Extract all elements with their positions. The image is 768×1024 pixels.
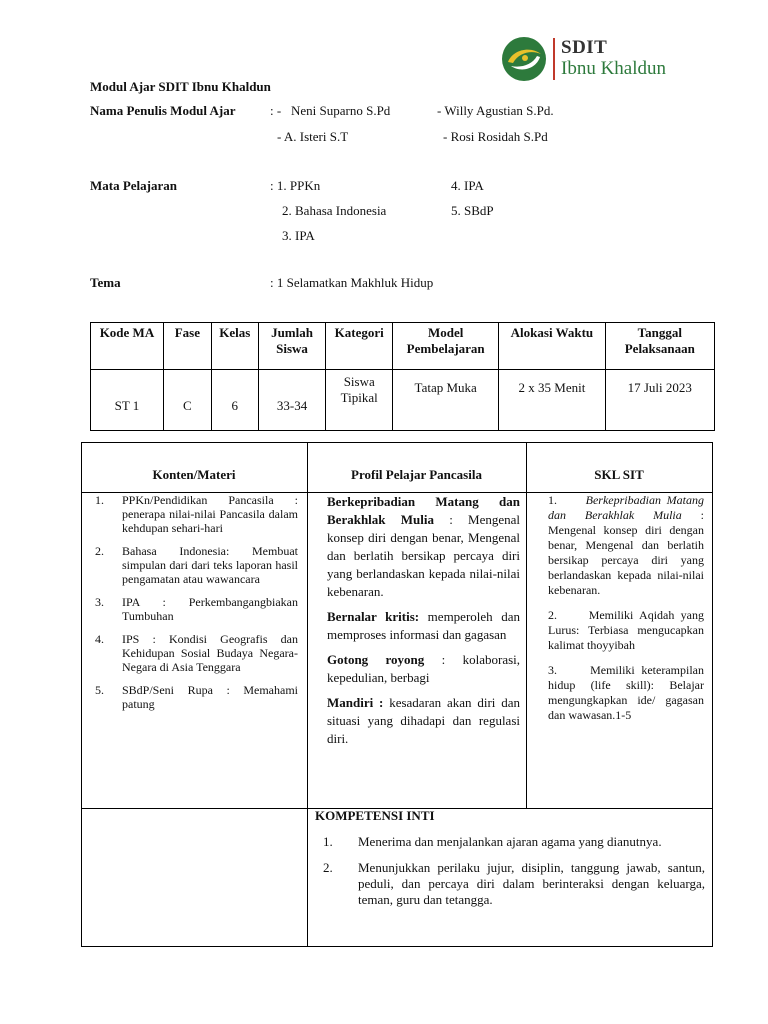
writers-colon: : - (270, 103, 282, 118)
header-kategori: Kategori (326, 323, 393, 370)
cell-jumlah-siswa: 33-34 (258, 370, 326, 431)
writer-3: - A. Isteri S.T (277, 129, 349, 144)
list-text: Bahasa Indonesia: Membuat simpulan dari dari teks laporan hasil pengamatan atau wawancara (122, 544, 298, 586)
skl-desc: Memiliki keterampilan hidup (life skill): Belajar mengungkapkan ide/ gagasan dan wawasan.1-5 (548, 663, 704, 722)
table-header-row (91, 323, 715, 370)
skl-item (548, 493, 704, 598)
subject-5: 5. SBdP (451, 203, 494, 218)
subject-label: Mata Pelajaran (90, 178, 178, 193)
profil-term: Mandiri : (327, 695, 384, 710)
cell-alokasi: 2 x 35 Menit (499, 370, 605, 431)
logo-divider (553, 38, 555, 80)
header-model: Model Pembelajaran (393, 323, 499, 370)
kompetensi-inti (315, 808, 705, 908)
list-item (95, 632, 298, 674)
list-item (95, 595, 298, 623)
table-row (91, 370, 715, 431)
list-item (315, 834, 705, 850)
skl-item (548, 663, 704, 723)
logo-line-2: Ibnu Khaldun (561, 58, 667, 79)
kompetensi-inti-title: KOMPETENSI INTI (315, 808, 435, 823)
column-divider (307, 442, 308, 946)
profil-desc: : kolaborasi, kepedulian, berbagi (327, 652, 521, 685)
header-profil-pelajar: Profil Pelajar Pancasila (351, 467, 482, 482)
subject-4: 4. IPA (451, 178, 484, 193)
theme-value: : 1 Selamatkan Makhluk Hidup (270, 275, 434, 290)
list-number: 2. (95, 544, 104, 558)
profil-item (327, 651, 520, 687)
logo-emblem-icon (499, 36, 549, 82)
header-jumlah-siswa: Jumlah Siswa (258, 323, 326, 370)
writer-2: - Willy Agustian S.Pd. (437, 103, 554, 118)
list-number: 2. (323, 860, 333, 875)
profil-list (327, 493, 520, 755)
theme-label: Tema (90, 275, 121, 290)
profil-desc: kesadaran akan diri dan situasi yang dihadapi dan regulasi diri. (327, 695, 520, 746)
logo-line-1: SDIT (561, 37, 608, 58)
profil-term: Bernalar kritis: (327, 609, 420, 624)
skl-number: 1. (548, 493, 557, 507)
writers-label: Nama Penulis Modul Ajar (90, 103, 236, 118)
cell-fase: C (163, 370, 211, 431)
skl-term: Berkepribadian Matang dan Berakhlak Mulia (548, 493, 704, 522)
cell-kelas: 6 (211, 370, 258, 431)
profil-item (327, 694, 520, 748)
subject-2: 2. Bahasa Indonesia (282, 203, 387, 218)
list-text: PPKn/Pendidikan Pancasila : penerapa nilai-nilai Pancasila dalam kehdupan sehari-hari (122, 493, 298, 535)
header-alokasi: Alokasi Waktu (499, 323, 605, 370)
list-number: 4. (95, 632, 104, 646)
list-text: IPS : Kondisi Geografis dan Kehidupan Sosial Budaya Negara-Negara di Asia Tenggara (122, 632, 298, 674)
header-fase: Fase (163, 323, 211, 370)
header-tanggal: Tanggal Pelaksanaan (605, 323, 714, 370)
cell-model: Tatap Muka (393, 370, 499, 431)
list-item (95, 683, 298, 711)
column-divider (526, 442, 527, 809)
module-info-table (90, 322, 715, 431)
profil-desc: memperoleh dan memproses informasi dan gagasan (327, 609, 520, 642)
profil-term: Gotong royong (327, 652, 425, 667)
subject-3: 3. IPA (282, 228, 315, 243)
materi-list (95, 493, 298, 720)
list-item (315, 860, 705, 908)
list-item (95, 493, 298, 535)
cell-kategori: Siswa Tipikal (326, 370, 393, 431)
header-kode-ma: Kode MA (91, 323, 164, 370)
header-kelas: Kelas (211, 323, 258, 370)
skl-list (548, 493, 704, 733)
list-number: 1. (323, 834, 333, 849)
cell-tanggal: 17 Juli 2023 (605, 370, 714, 431)
list-number: 5. (95, 683, 104, 697)
profil-desc: : Mengenal konsep diri dengan benar, Mengenal dan berlatih bersikap percaya diri yang berlandaskan kepada nilai-nilai kebenaran. (327, 512, 520, 599)
school-logo (499, 36, 689, 86)
list-item (95, 544, 298, 586)
list-text: Menunjukkan perilaku jujur, disiplin, tanggung jawab, santun, peduli, dan percaya diri dalam berinteraksi dengan keluarga, teman, guru dan tetangga. (358, 860, 705, 907)
list-text: IPA : Perkembangangbiakan Tumbuhan (122, 595, 298, 623)
writer-4: - Rosi Rosidah S.Pd (443, 129, 548, 144)
list-number: 3. (95, 595, 104, 609)
writer-1: Neni Suparno S.Pd (291, 103, 391, 118)
list-text: SBdP/Seni Rupa : Memahami patung (122, 683, 298, 711)
skl-desc: Memiliki Aqidah yang Lurus: Terbiasa mengucapkan kalimat thoyyibah (548, 608, 705, 652)
cell-kode-ma: ST 1 (91, 370, 164, 431)
header-skl-sit: SKL SIT (594, 467, 644, 482)
profil-term: Berkepribadian Matang dan Berakhlak Mulia (327, 494, 520, 527)
skl-number: 2. (548, 608, 557, 622)
skl-desc: : Mengenal konsep diri dengan benar, Mengenal dan berlatih bersikap percaya diri yang berlandaskan kepada nilai-nilai kebenaran. (548, 508, 704, 597)
header-konten-materi: Konten/Materi (152, 467, 236, 482)
list-number: 1. (95, 493, 104, 507)
document-title: Modul Ajar SDIT Ibnu Khaldun (90, 79, 271, 94)
list-text: Menerima dan menjalankan ajaran agama yang dianutnya. (358, 834, 662, 849)
subject-1: : 1. PPKn (270, 178, 321, 193)
skl-number: 3. (548, 663, 557, 677)
profil-item (327, 493, 520, 601)
profil-item (327, 608, 520, 644)
skl-item (548, 608, 704, 653)
